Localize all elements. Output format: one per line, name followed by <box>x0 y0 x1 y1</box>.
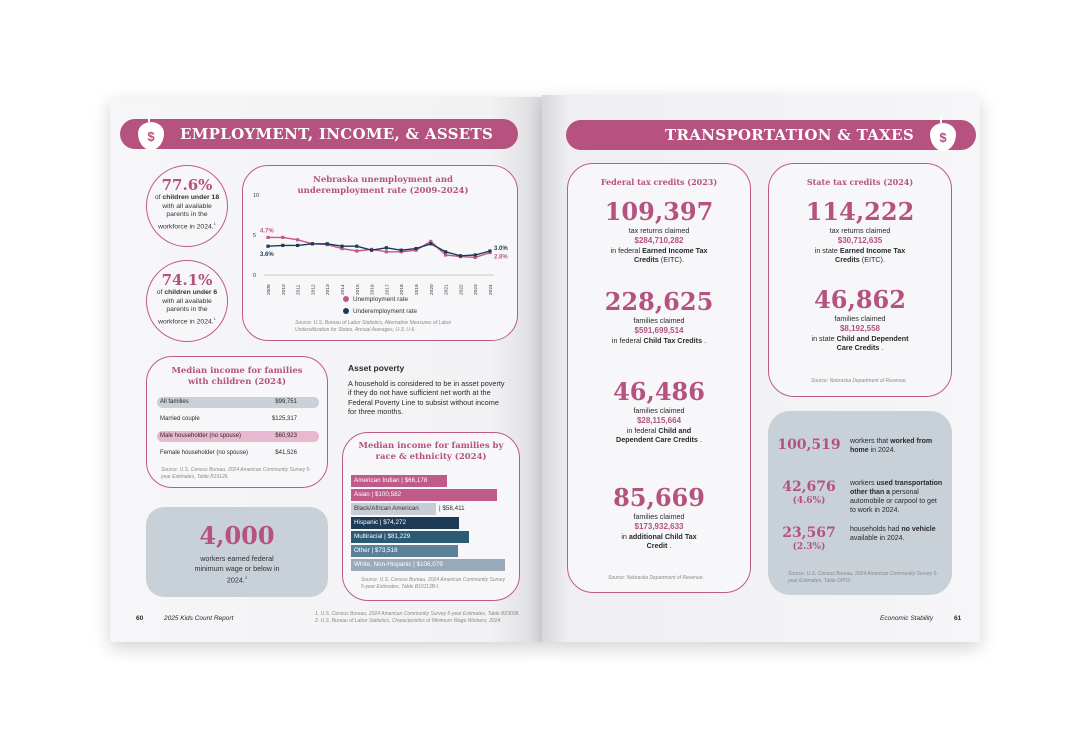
tax-credit-amount: $8,192,558 <box>839 323 881 333</box>
tax-credit-value: 228,625 <box>604 287 714 316</box>
x-tick-label: 2015 <box>355 284 361 295</box>
asset-poverty <box>348 363 508 416</box>
data-point <box>444 253 447 256</box>
x-tick-label: 2009 <box>267 284 272 295</box>
stat-circle-under6: 74.1% of children under 6 with all available parents in the workforce in 2024.$^1$ <box>146 260 228 342</box>
data-point <box>400 249 403 252</box>
legend-marker <box>343 296 349 302</box>
tax-credit-value: 114,222 <box>805 197 915 226</box>
race-income-bar-outside-label: | $58,411 <box>439 505 465 512</box>
x-tick-label: 2024 <box>489 284 494 295</box>
tax-credit-amount: $30,712,635 <box>837 235 883 245</box>
legend-label: Unemployment rate <box>353 296 408 303</box>
x-tick-label: 2019 <box>415 284 420 295</box>
data-point <box>281 244 284 247</box>
table-row: Married couple $125,317 <box>160 416 297 422</box>
asset-poverty-text: A household is considered to be in asset poverty if they do not have sufficient net worth at the Federal Poverty Line to subsist without income for three months. <box>348 379 505 416</box>
race-income-bar: American Indian | $66,178 <box>351 475 447 487</box>
left-banner <box>120 119 518 149</box>
data-point <box>296 244 299 247</box>
tax-credit-item: 85,669 families claimed $173,932,633 in additional Child Tax Credit . <box>568 484 750 551</box>
race-income-bar: Hispanic | $74,272 <box>351 517 459 529</box>
legend-label: Underemployment rate <box>353 308 418 315</box>
data-point <box>429 242 432 245</box>
dollar-shield-icon: $ <box>138 122 164 150</box>
data-point <box>488 249 491 252</box>
median-income-table <box>157 397 319 467</box>
x-tick-label: 2011 <box>296 284 302 295</box>
unemployment-end-label: 2.8% <box>494 254 508 261</box>
report-name: 2025 Kids Count Report <box>164 615 234 622</box>
data-point <box>355 249 358 252</box>
unemployment-chart-card <box>242 165 518 341</box>
transportation-card: 100,519 workers that worked from home in 2024. 42,676 (4.6%) workers used transportation other than a personal automobile or carpool to get to work in 2024. 23,567 (2.3%) households had no vehicle available in 2024. Source: U.S. Census Bureau, 2024 American Community Survey 5-year Estimates, Table DP03. <box>768 411 952 595</box>
median-income-source: Source: U.S. Census Bureau, 2024 American Community Survey 5-year Estimates, Table B19126. <box>161 467 311 480</box>
tax-credit-amount: $591,699,514 <box>634 325 684 335</box>
race-income-bar: Other | $73,518 <box>351 545 458 557</box>
transport-value: 42,676 <box>782 479 836 495</box>
right-banner <box>566 120 976 150</box>
min-wage-card: 4,000 workers earned federal minimum wage or below in 2024.$^2$ <box>146 507 328 597</box>
tax-credit-item: 46,486 families claimed $28,115,664 in federal Child and Dependent Care Credits . <box>568 378 750 445</box>
left-banner-title: EMPLOYMENT, INCOME, & ASSETS <box>180 125 494 143</box>
tax-credit-value: 109,397 <box>604 197 714 226</box>
federal-title: Federal tax credits (2023) <box>600 177 718 187</box>
tax-credit-item: 114,222 tax returns claimed $30,712,635 in state Earned Income Tax Credits (EITC). <box>769 198 951 265</box>
transport-value: 100,519 <box>777 437 841 453</box>
x-tick-label: 2016 <box>370 284 376 295</box>
tax-credit-amount: $173,932,633 <box>634 521 684 531</box>
federal-source: Source: Nebraska Department of Revenue. <box>608 575 704 581</box>
y-tick-label: 5 <box>253 233 257 239</box>
line-chart <box>243 166 517 340</box>
race-income-source: Source: U.S. Census Bureau, 2024 American Community Survey 5-year Estimates, Table B19113B-I. <box>361 577 506 590</box>
state-title: State tax credits (2024) <box>806 177 914 187</box>
chart-source: Source: U.S. Bureau of Labor Statistics, Alternative Measures of Labor Underutilization for States, Annual Averages, U-3, U-6. <box>295 320 452 333</box>
x-tick-label: 2017 <box>385 284 391 295</box>
race-income-bars <box>351 475 511 571</box>
x-tick-label: 2020 <box>429 284 435 295</box>
transport-source: Source: U.S. Census Bureau, 2024 American Community Survey 5-year Estimates, Table DP03. <box>788 571 938 584</box>
federal-tax-card <box>567 163 751 593</box>
x-tick-label: 2018 <box>400 284 406 295</box>
tax-credit-value: 46,486 <box>613 377 705 406</box>
race-income-bar: Multiracial | $81,229 <box>351 531 469 543</box>
data-point <box>340 245 343 248</box>
data-point <box>385 250 388 253</box>
legend-marker <box>343 308 349 314</box>
x-tick-label: 2013 <box>326 284 332 295</box>
footnotes: 1. U.S. Census Bureau, 2024 American Community Survey 5-year Estimates, Table B23008. 2. U.S. Bureau of Labor Statistics, Characteristics of Minimum Wage Workers, 2024. <box>315 611 520 624</box>
stat-circle-under18: 77.6% of children under 18 with all available parents in the workforce in 2024.$^1$ <box>146 165 228 247</box>
tax-credit-item: 109,397 tax returns claimed $284,710,282 in federal Earned Income Tax Credits (EITC). <box>568 198 750 265</box>
data-point <box>326 242 329 245</box>
tax-credit-amount: $28,115,664 <box>636 415 682 425</box>
x-tick-label: 2012 <box>311 284 317 295</box>
underemployment-start-label: 3.6% <box>260 252 274 259</box>
stat-value: 74.1% <box>161 271 213 289</box>
right-page <box>542 95 980 642</box>
data-point <box>414 247 417 250</box>
y-tick-label: 0 <box>253 273 257 279</box>
data-point <box>311 242 314 245</box>
page-number-right: 61 <box>954 615 962 622</box>
data-point <box>370 249 373 252</box>
race-income-bar: Asian | $100,582 <box>351 489 497 501</box>
stat-value: 4,000 <box>199 521 275 550</box>
x-tick-label: 2014 <box>341 284 346 295</box>
series-line <box>268 244 490 256</box>
tax-credit-item: 46,862 families claimed $8,192,558 in state Child and Dependent Care Credits . <box>769 286 951 353</box>
data-point <box>281 236 284 239</box>
unemployment-start-label: 4.7% <box>260 228 274 235</box>
data-point <box>355 245 358 248</box>
x-tick-label: 2023 <box>474 284 480 295</box>
median-income-title: Median income for families with children (2024) <box>171 366 303 387</box>
tax-credit-amount: $284,710,282 <box>634 235 684 245</box>
y-tick-label: 10 <box>253 193 260 199</box>
table-row: Female householder (no spouse) $41,526 <box>160 450 297 456</box>
section-name: Economic Stability <box>880 615 934 622</box>
underemployment-end-label: 3.0% <box>494 246 508 252</box>
table-row: All families $99,751 <box>157 397 319 408</box>
transport-pct: (4.6%) <box>792 496 826 506</box>
transport-value: 23,567 <box>782 525 836 541</box>
tax-credit-value: 85,669 <box>613 483 705 512</box>
stat-value: 77.6% <box>161 176 213 194</box>
race-income-card <box>342 432 520 601</box>
x-tick-label: 2022 <box>459 284 465 295</box>
asset-poverty-title: Asset poverty <box>348 363 405 373</box>
state-tax-card <box>768 163 952 397</box>
tax-credit-value: 46,862 <box>814 285 906 314</box>
dollar-shield-icon: $ <box>930 123 956 151</box>
state-source: Source: Nebraska Department of Revenue. <box>811 378 907 384</box>
race-income-bar: White, Non-Hispanic | $106,079 <box>351 559 505 571</box>
chart-title: Nebraska unemployment and underemployment rate (2009-2024) <box>297 175 469 196</box>
data-point <box>385 246 388 249</box>
data-point <box>266 245 269 248</box>
x-tick-label: 2010 <box>281 284 287 295</box>
data-point <box>444 250 447 253</box>
median-income-card <box>146 356 328 488</box>
data-point <box>474 253 477 256</box>
left-page <box>110 97 542 642</box>
table-row: Male householder (no spouse) $60,923 <box>157 431 319 442</box>
tax-credit-item: 228,625 families claimed $591,699,514 in federal Child Tax Credits . <box>568 288 750 345</box>
x-tick-label: 2021 <box>444 284 450 295</box>
transport-pct: (2.3%) <box>792 542 826 552</box>
right-banner-title: TRANSPORTATION & TAXES <box>665 126 914 144</box>
race-income-bar: Black/African American <box>351 503 436 515</box>
page-number-left: 60 <box>136 615 144 622</box>
data-point <box>459 254 462 257</box>
data-point <box>266 236 269 239</box>
race-income-title: Median income for families by race & ethnicity (2024) <box>358 441 504 462</box>
data-point <box>296 238 299 241</box>
